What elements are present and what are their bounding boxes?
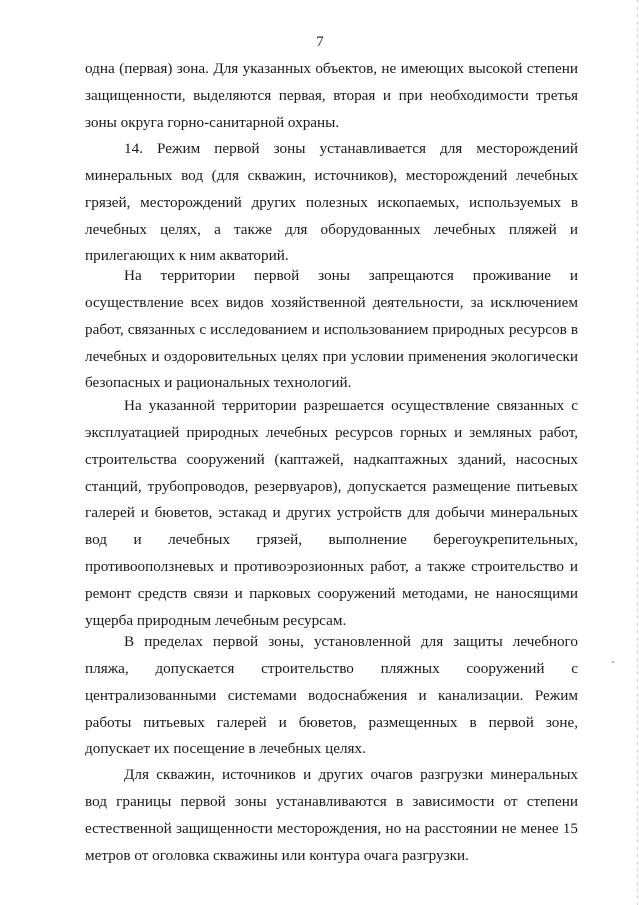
paragraph-5: В пределах первой зоны, установленной для защиты лечебного пляжа, допускается строительство пляжных сооружений с централизованными системами водоснабжения и канализации. Режим работы питьевых галерей и бюветов, размещенных в первой зоне, допускает их посещение в лечебных целях. [85,633,578,758]
paragraph-4: На указанной территории разрешается осуществление связанных с эксплуатацией природных лечебных ресурсов горных и земляных работ, строительства сооружений (каптажей, надкаптажных зданий, насосных станций, трубопроводов, резервуаров), допускается размещение питьевых галерей и бюветов, эстакад и других устройств для добычи минеральных вод и лечебных грязей, выполнение берегоукрепительных, противооползневых и противоэрозионных работ, а также строительство и ремонт средств связи и парковых сооружений методами, не наносящими ущерба природным лечебным ресурсам. [85,397,578,629]
page-number: 7 [316,34,324,50]
scan-edge-line [637,0,638,905]
scan-speck [612,661,614,663]
paragraph-1: одна (первая) зона. Для указанных объектов, не имеющих высокой степени защищенности, выделяются первая, вторая и при необходимости третья зоны округа горно-санитарной охраны. [85,60,578,131]
paragraph-3: На территории первой зоны запрещаются проживание и осуществление всех видов хозяйственной деятельности, за исключением работ, связанных с исследованием и использованием природных ресурсов в лечебных и оздоровительных целях при условии применения экологически безопасных и рациональных технологий. [85,267,578,392]
paragraph-2: 14. Режим первой зоны устанавливается для месторождений минеральных вод (для скважин, источников), месторождений лечебных грязей, месторождений других полезных ископаемых, используемых в лечебных целях, а также для оборудованных лечебных пляжей и прилегающих к ним акваторий. [85,140,578,265]
paragraph-6: Для скважин, источников и других очагов разгрузки минеральных вод границы первой зоны устанавливаются в зависимости от степени естественной защищенности месторождения, но на расстоянии не менее 15 метров от оголовка скважины или контура очага разгрузки. [85,766,578,864]
